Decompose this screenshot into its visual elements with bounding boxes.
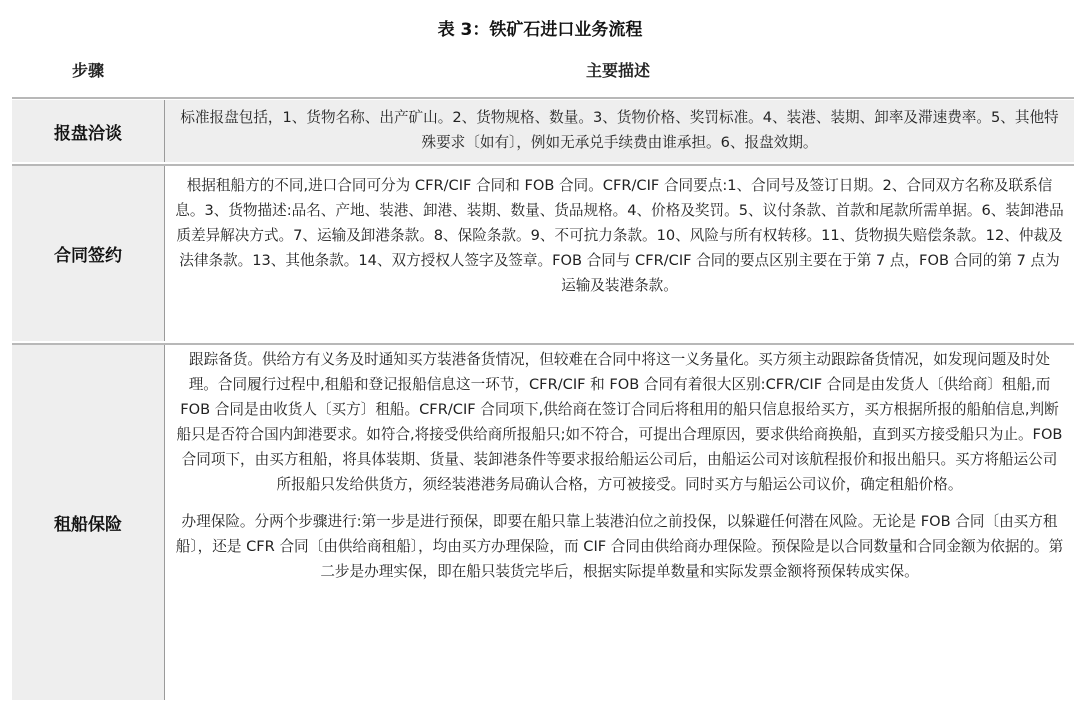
description-paragraph: 标准报盘包括，1、货物名称、出产矿山。2、货物规格、数量。3、货物价格、奖罚标准。4、装港、装期、卸率及滞速费率。5、其他特殊要求〔如有〕，例如无承兑手续费由谁承担。6、报盘效期。: [180, 109, 1059, 151]
table-header: [0, 58, 1080, 94]
row-step-label: 租船保险: [12, 345, 164, 700]
header-divider: [12, 97, 1074, 99]
row-description: [165, 345, 1074, 700]
header-step: 步骤: [71, 61, 104, 80]
description-paragraph: 根据租船方的不同,进口合同可分为 CFR/CIF 合同和 FOB 合同。CFR/CIF 合同要点:1、合同号及签订日期。2、合同双方名称及联系信息。3、货物描述:品名、产地、装港、卸港、装期、数量、货品规格。4、价格及奖罚。5、议付条款、首款和尾款所需单据。6、装卸港品质差异解决方式。7、运输及卸港条款。8、保险条款。9、不可抗力条款。10、风险与所有权转移。11、货物损失赔偿条款。12、仲裁及法律条款。13、其他条款。14、双方授权人签字及签章。FOB 合同与 CFR/CIF 合同的要点区别主要在于第 7 点，FOB 合同的第 7 点为运输及装港条款。: [175, 177, 1064, 294]
table-row: [12, 166, 1074, 341]
row-description: [165, 166, 1074, 341]
header-description: 主要描述: [585, 61, 650, 80]
row-step-label: 合同签约: [12, 166, 164, 341]
description-paragraph: 办理保险。分两个步骤进行:第一步是进行预保，即要在船只靠上装港泊位之前投保，以躲避任何潜在风险。无论是 FOB 合同〔由买方租船〕，还是 CFR 合同〔由供给商租船〕，均由买方办理保险，而 CIF 合同由供给商办理保险。预保险是以合同数量和合同金额为依据的。第二步是办理实保，即在船只装货完毕后，根据实际提单数量和实际发票金额将预保转成实保。: [175, 513, 1064, 580]
table-title: 表 3：铁矿石进口业务流程: [437, 20, 643, 40]
table-row: [12, 100, 1074, 162]
row-step-label: 报盘洽谈: [12, 100, 164, 162]
description-paragraph: 跟踪备货。供给方有义务及时通知买方装港备货情况，但较难在合同中将这一义务量化。买方须主动跟踪备货情况，如发现问题及时处理。合同履行过程中,租船和登记报船信息这一环节，CFR/CIF 和 FOB 合同有着很大区别:CFR/CIF 合同是由发货人〔供给商〕租船,而 FOB 合同是由收货人〔买方〕租船。CFR/CIF 合同项下,供给商在签订合同后将租用的船只信息报给买方，买方根据所报的船舶信息,判断船只是否符合国内卸港要求。如符合,将接受供给商所报船只;如不符合，可提出合理原因，要求供给商换船，直到买方接受船只为止。FOB 合同项下，由买方租船，将具体装期、货量、装卸港条件等要求报给船运公司后，由船运公司对该航程报价和报出船只。买方将船运公司所报船只发给供货方，须经装港港务局确认合格，方可被接受。同时买方与船运公司议价，确定租船价格。: [176, 351, 1063, 493]
table-row: [12, 345, 1074, 700]
row-description: [165, 100, 1074, 162]
